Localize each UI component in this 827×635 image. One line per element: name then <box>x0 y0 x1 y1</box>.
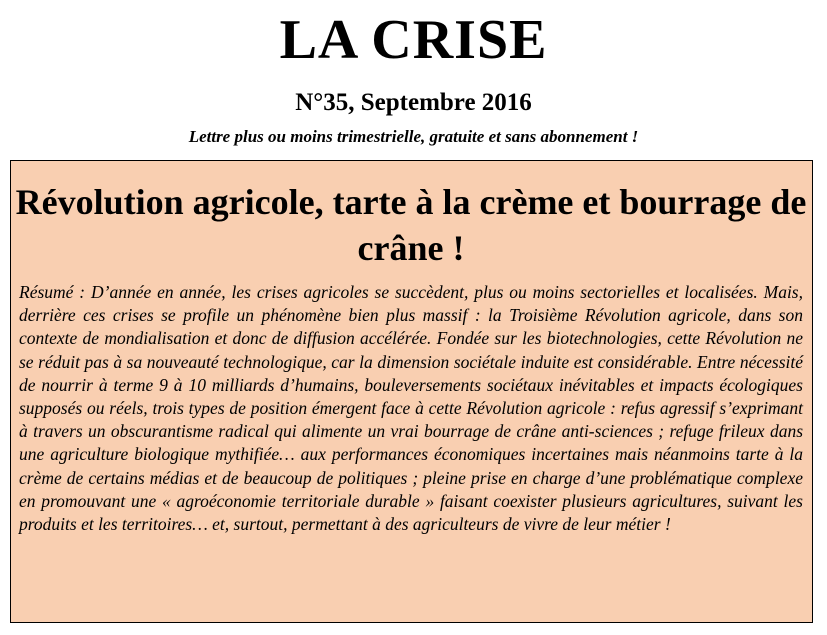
article-title: Révolution agricole, tarte à la crème et bourrage de crâne ! <box>15 182 807 268</box>
tagline: Lettre plus ou moins trimestrielle, gratuite et sans abonnement ! <box>188 127 639 146</box>
issue-number: N°35, Septembre 2016 <box>295 89 532 116</box>
article-box <box>10 160 813 623</box>
newsletter-title: LA CRISE <box>279 9 548 71</box>
article-abstract: Résumé : D’année en année, les crises agricoles se succèdent, plus ou moins sectorielles et localisées. Mais, derrière ces crises se profile un phénomène bien plus massif : la Troisième Révolution agricole, dans son contexte de mondialisation et donc de diffusion accélérée. Fondée sur les biotechnologies, cette Révolution ne se réduit pas à sa nouveauté technologique, car la dimension sociétale induite est considérable. Entre nécessité de nourrir à terme 9 à 10 milliards d’humains, bouleversements sociétaux inévitables et impacts écologiques supposés ou réels, trois types de position émergent face à cette Révolution agricole : refus agressif s’exprimant à travers un obscurantisme radical qui alimente un vrai bourrage de crâne anti-sciences ; refuge frileux dans une agriculture biologique mythifiée… aux performances économiques incertaines mais néanmoins tarte à la crème de certains médias et de beaucoup de politiques ; pleine prise en charge d’une problématique complexe en promouvant une « agroéconomie territoriale durable » faisant coexister plusieurs agricultures, suivant les produits et les territoires… et, surtout, permettant à des agriculteurs de vivre de leur métier ! <box>19 282 803 535</box>
